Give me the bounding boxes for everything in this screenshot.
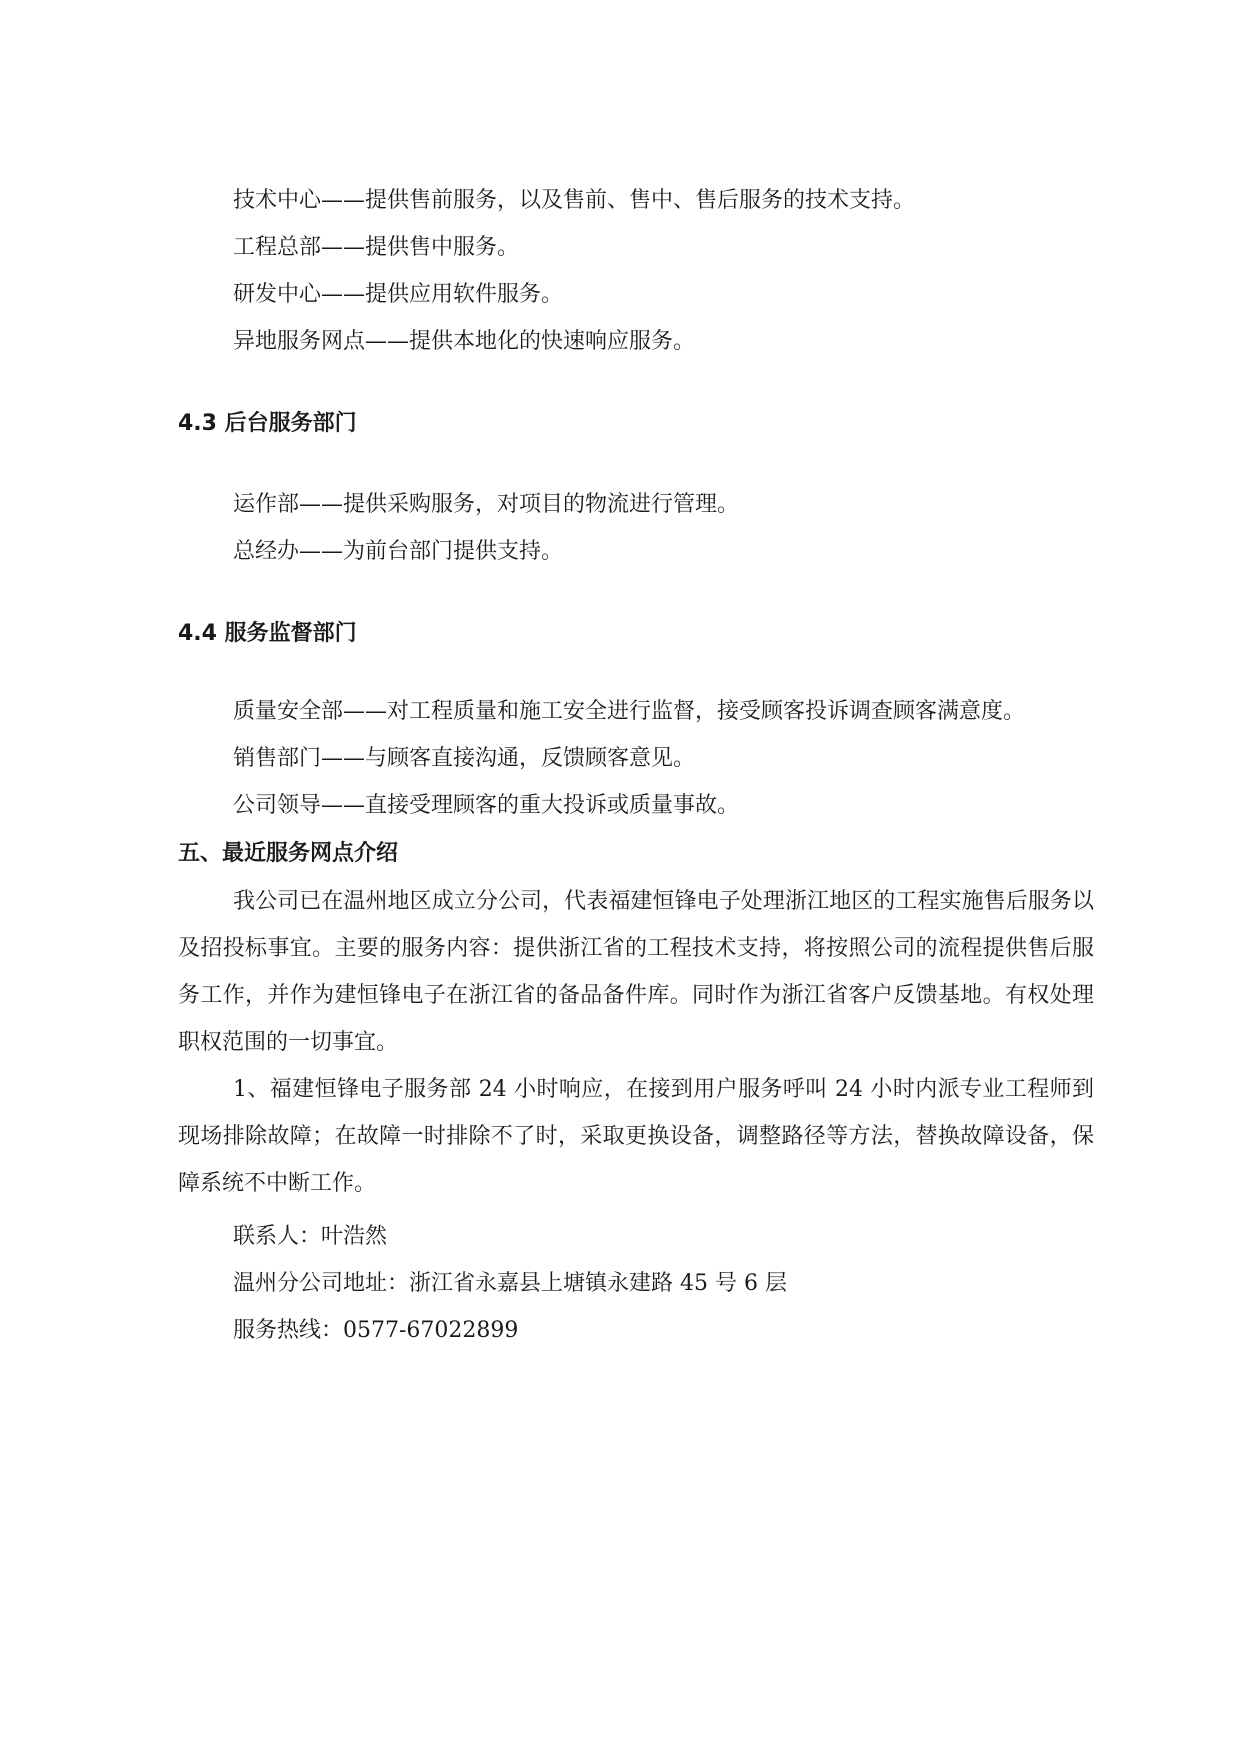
backoffice-item-gm-office: 总经办——为前台部门提供支持。 (233, 539, 564, 564)
supervision-item-leadership: 公司领导——直接受理顾客的重大投诉或质量事故。 (233, 793, 740, 818)
service-hotline: 服务热线：0577-67022899 (233, 1318, 519, 1343)
section-5-heading: 五、最近服务网点介绍 (178, 841, 399, 866)
supervision-item-sales: 销售部门——与顾客直接沟通，反馈顾客意见。 (233, 746, 696, 771)
service-item-tech-center: 技术中心——提供售前服务，以及售前、售中、售后服务的技术支持。 (233, 188, 916, 213)
section-4-3-heading: 4.3 后台服务部门 (178, 411, 357, 436)
supervision-item-quality: 质量安全部——对工程质量和施工安全进行监督，接受顾客投诉调查顾客满意度。 (233, 699, 1026, 724)
intro-paragraph: 我公司已在温州地区成立分公司，代表福建恒锋电子处理浙江地区的工程实施售后服务以及招投标事宜。主要的服务内容：提供浙江省的工程技术支持，将按照公司的流程提供售后服务工作，并作为建恒锋电子在浙江省的备品备件库。同时作为浙江省客户反馈基地。有权处理职权范围的一切事宜。 (178, 889, 1094, 1055)
service-item-rnd: 研发中心——提供应用软件服务。 (233, 282, 564, 307)
response-paragraph: 1、福建恒锋电子服务部 24 小时响应，在接到用户服务呼叫 24 小时内派专业工程师到现场排除故障；在故障一时排除不了时，采取更换设备，调整路径等方法，替换故障设备，保障系统不中断工作。 (178, 1077, 1094, 1196)
section-4-4-heading: 4.4 服务监督部门 (178, 621, 357, 646)
backoffice-item-operations: 运作部——提供采购服务，对项目的物流进行管理。 (233, 492, 740, 517)
service-item-remote-outlets: 异地服务网点——提供本地化的快速响应服务。 (233, 329, 696, 354)
contact-person: 联系人：叶浩然 (233, 1224, 388, 1249)
branch-address: 温州分公司地址：浙江省永嘉县上塘镇永建路 45 号 6 层 (233, 1271, 787, 1296)
service-item-engineering: 工程总部——提供售中服务。 (233, 235, 520, 260)
